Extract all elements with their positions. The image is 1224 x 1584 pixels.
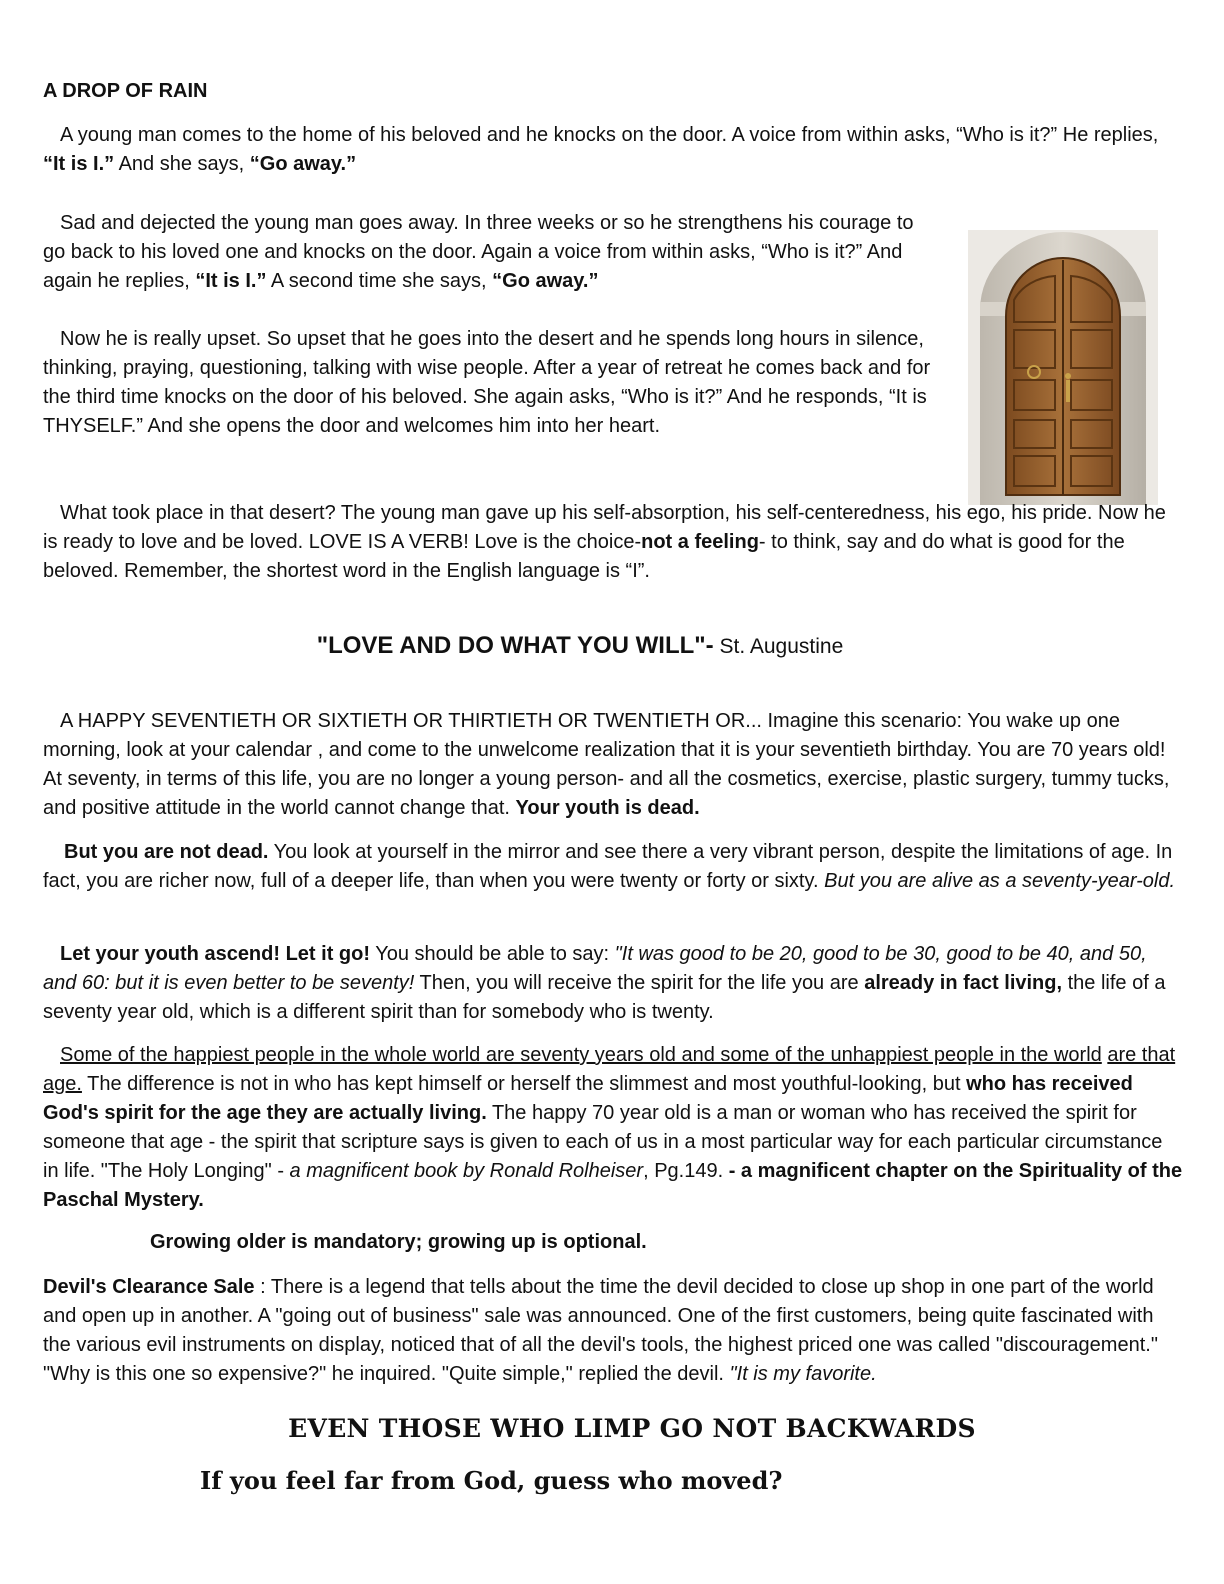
paragraph-8 bbox=[43, 1041, 1183, 1215]
text: The difference is not in who has kept himself or herself the slimmest and most youthful-looking, but bbox=[81, 1073, 967, 1095]
bold-text: “Go away.” bbox=[249, 153, 357, 175]
text: A young man comes to the home of his beloved and he knocks on the door. A voice from within asks, “Who is it?” He replies, bbox=[60, 124, 1159, 146]
text: And she says, bbox=[114, 153, 250, 175]
paragraph-7 bbox=[43, 940, 1183, 1027]
paragraph-3: Now he is really upset. So upset that he goes into the desert and he spends long hours in silence, thinking, praying, questioning, talking with wise people. After a year of retreat he comes back and for the third time knocks on the door of his beloved. She again asks, “Who is it?” And he responds, “It is THYSELF.” And she opens the door and welcomes him into her heart. bbox=[43, 328, 931, 437]
text: , Pg.149. bbox=[643, 1160, 729, 1182]
text: Sad and dejected the young man goes away. In three weeks or so he strengthens his courage to go back to his loved one and knocks on the door. Again a voice from within asks, “Who is it?” And again he replies, bbox=[43, 212, 914, 292]
text: What took place in that desert? The young man gave up his self-absorption, his self-centeredness, his ego, his pride. Now he is ready to love and be loved. LOVE IS A VERB! Love is the choice- bbox=[43, 502, 1166, 553]
bold-text: Your youth is dead. bbox=[515, 797, 700, 819]
paragraph-2 bbox=[43, 209, 938, 296]
paragraph-1 bbox=[43, 121, 1183, 179]
banner-limp: EVEN THOSE WHO LIMP GO NOT BACKWARDS bbox=[288, 1414, 976, 1443]
italic-text: "It was good to be 20, good to be 30, good to be 40, and 50, and 60: but it is even better to be seventy! bbox=[43, 943, 1147, 994]
augustine-quote bbox=[0, 632, 1160, 660]
italic-text: But you are alive as a seventy-year-old. bbox=[824, 870, 1176, 892]
paragraph-5 bbox=[43, 707, 1183, 823]
bold-text: already in fact living, bbox=[864, 972, 1063, 994]
underlined-text: Some of the happiest people in the whole world are seventy years old and some of the unhappiest people in the world bbox=[60, 1044, 1102, 1066]
bold-text: not a feeling bbox=[641, 531, 759, 553]
paragraph-9 bbox=[43, 1273, 1183, 1389]
bold-text: Let your youth ascend! Let it go! bbox=[60, 943, 371, 965]
bold-text: “It is I.” bbox=[43, 153, 115, 175]
underlined-text: are that age. bbox=[43, 1044, 1176, 1095]
bold-text: “Go away.” bbox=[492, 270, 599, 292]
text: Then, you will receive the spirit for the life you are bbox=[414, 972, 865, 994]
door-image bbox=[968, 230, 1158, 505]
text: the life of a seventy year old, which is a different spirit than for somebody who is twenty. bbox=[43, 972, 1166, 1023]
text: - to think, say and do what is good for the beloved. Remember, the shortest word in the English language is “I”. bbox=[43, 531, 1125, 582]
bold-text: - a magnificent chapter on the Spirituality of the Paschal Mystery. bbox=[43, 1160, 1183, 1211]
text: A second time she says, bbox=[266, 270, 493, 292]
italic-text: "It is my favorite. bbox=[729, 1363, 877, 1385]
text: The happy 70 year old is a man or woman who has received the spirit for someone that age - the spirit that scripture says is given to each of us in a most particular way for each particular circumstance in life. "The Holy Longing" - bbox=[43, 1102, 1163, 1182]
bold-text: who has received God's spirit for the age they are actually living. bbox=[43, 1073, 1133, 1124]
bold-text: “It is I.” bbox=[195, 270, 267, 292]
bold-text: But you are not dead. bbox=[64, 841, 269, 863]
text: You should be able to say: bbox=[370, 943, 615, 965]
text: You look at yourself in the mirror and see there a very vibrant person, despite the limitations of age. In fact, you are richer now, full of a deeper life, than when you were twenty or forty or sixty. bbox=[43, 841, 1173, 892]
italic-text: a magnificent book by Ronald Rolheiser bbox=[289, 1160, 644, 1182]
quote-text: "LOVE AND DO WHAT YOU WILL"- bbox=[316, 632, 714, 659]
motto: Growing older is mandatory; growing up is optional. bbox=[150, 1231, 647, 1253]
text: : There is a legend that tells about the time the devil decided to close up shop in one part of the world and open up in another. A "going out of business" sale was announced. One of the first customers, being quite fascinated with the various evil instruments on display, noticed that of all the devil's tools, the highest priced one was called "discouragement." "Why is this one so expensive?" he inquired. "Quite simple," replied the devil. bbox=[43, 1276, 1158, 1385]
paragraph-4 bbox=[43, 499, 1183, 586]
quote-author: St. Augustine bbox=[713, 635, 844, 658]
banner-god: If you feel far from God, guess who moved? bbox=[200, 1466, 783, 1495]
paragraph-6 bbox=[43, 838, 1183, 896]
text: A HAPPY SEVENTIETH OR SIXTIETH OR THIRTIETH OR TWENTIETH OR... Imagine this scenario: You wake up one morning, look at your calendar , and come to the unwelcome realization that it is your seventieth birthday. You are 70 years old! At seventy, in terms of this life, you are no longer a young person- and all the cosmetics, exercise, plastic surgery, tummy tucks, and positive attitude in the world cannot change that. bbox=[43, 710, 1170, 819]
section-title: A DROP OF RAIN bbox=[43, 80, 208, 102]
bold-text: Devil's Clearance Sale bbox=[43, 1276, 255, 1298]
